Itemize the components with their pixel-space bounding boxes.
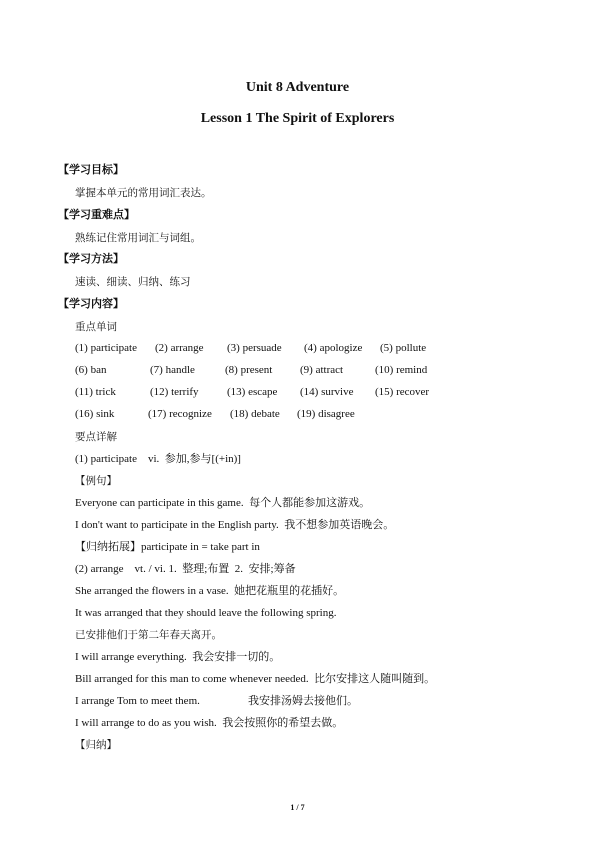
vocab-heading: 重点单词	[75, 321, 117, 333]
vocab-row	[75, 408, 555, 422]
participate-definition: (1) participate vi. 参加,参与[(+in)]	[75, 453, 241, 465]
keypoints-heading: 【学习重难点】	[58, 208, 135, 221]
vocab-word: (9) attract	[300, 364, 344, 376]
example-label: 【例句】	[75, 475, 117, 487]
page-number: 1 / 7	[290, 803, 305, 812]
example-translation: 我安排汤姆去接他们。	[248, 695, 358, 707]
vocab-word: (11) trick	[75, 386, 116, 398]
vocab-row	[75, 342, 555, 356]
details-heading: 要点详解	[75, 431, 117, 443]
example-translation: 已安排他们于第二年春天离开。	[75, 629, 222, 641]
extension-note: 【归纳拓展】participate in = take part in	[75, 541, 260, 553]
vocab-row	[75, 386, 555, 400]
arrange-definition: (2) arrange vt. / vi. 1. 整理;布置 2. 安排;筹备	[75, 563, 296, 575]
objectives-heading: 【学习目标】	[58, 163, 124, 176]
example-sentence: Everyone can participate in this game. 每个人都能参加这游戏。	[75, 497, 371, 509]
vocab-word: (1) participate	[75, 342, 137, 354]
vocab-word: (7) handle	[150, 364, 195, 376]
vocab-word: (13) escape	[227, 386, 278, 398]
example-sentence: I will arrange everything. 我会安排一切的。	[75, 651, 281, 663]
vocab-word: (2) arrange	[155, 342, 204, 354]
page-title: Unit 8 Adventure	[245, 80, 350, 95]
methods-text: 速读、细读、归纳、练习	[75, 276, 191, 288]
page-subtitle: Lesson 1 The Spirit of Explorers	[200, 111, 395, 126]
vocab-word: (12) terrify	[150, 386, 199, 398]
vocab-word: (8) present	[225, 364, 273, 376]
content-heading: 【学习内容】	[58, 297, 124, 310]
objectives-text: 掌握本单元的常用词汇表达。	[75, 187, 212, 199]
example-sentence: It was arranged that they should leave the following spring.	[75, 607, 337, 619]
keypoints-text: 熟练记住常用词汇与词组。	[75, 232, 201, 244]
vocab-word: (5) pollute	[380, 342, 427, 354]
vocab-word: (4) apologize	[304, 342, 363, 354]
example-sentence: She arranged the flowers in a vase. 她把花瓶里的花插好。	[75, 585, 345, 597]
example-sentence: Bill arranged for this man to come whenever needed. 比尔安排这人随叫随到。	[75, 673, 436, 685]
vocab-word: (18) debate	[230, 408, 280, 420]
vocab-word: (19) disagree	[297, 408, 355, 420]
vocab-word: (15) recover	[375, 386, 430, 398]
vocab-row	[75, 364, 555, 378]
example-sentence: I arrange Tom to meet them.	[75, 695, 200, 707]
example-sentence: I don't want to participate in the English party. 我不想参加英语晚会。	[75, 519, 395, 531]
vocab-word: (10) remind	[375, 364, 428, 376]
vocab-word: (17) recognize	[148, 408, 212, 420]
vocab-word: (14) survive	[300, 386, 354, 398]
methods-heading: 【学习方法】	[58, 252, 124, 265]
vocab-word: (3) persuade	[227, 342, 282, 354]
vocab-word: (6) ban	[75, 364, 107, 376]
example-sentence: I will arrange to do as you wish. 我会按照你的希望去做。	[75, 717, 344, 729]
summary-label: 【归纳】	[75, 739, 117, 751]
vocab-word: (16) sink	[75, 408, 115, 420]
